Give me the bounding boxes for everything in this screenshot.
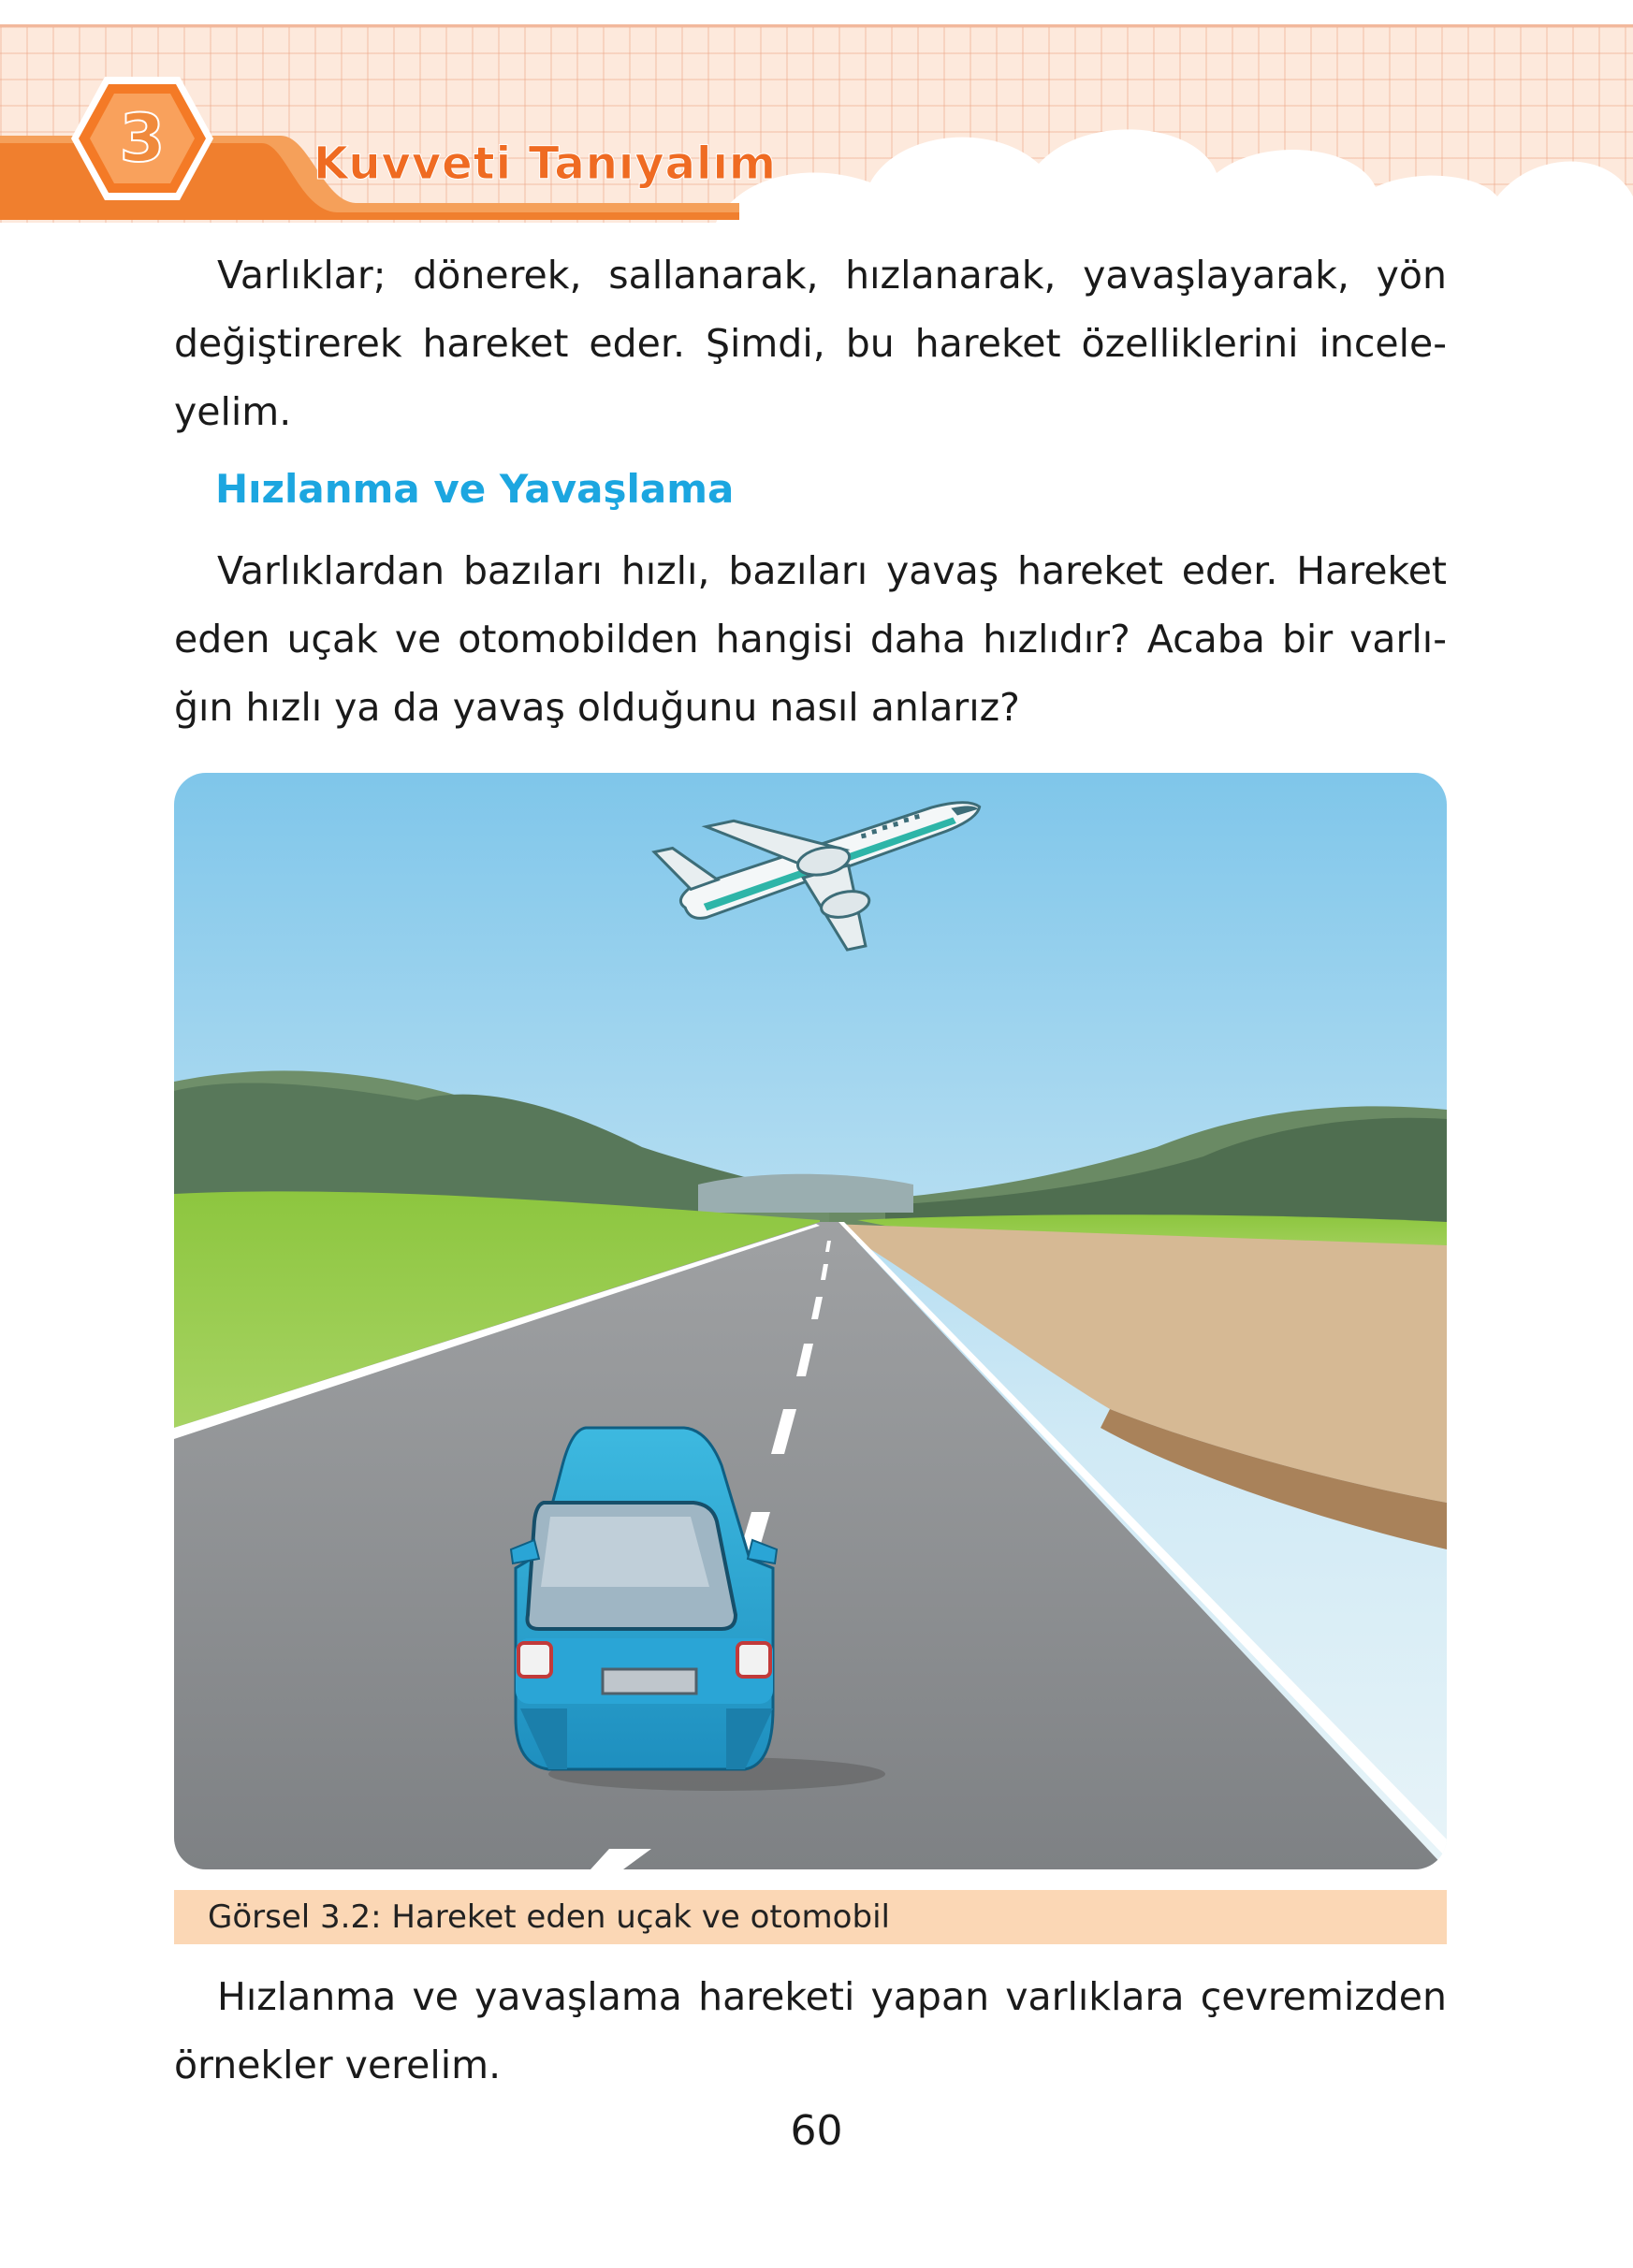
page-number: 60: [790, 2107, 843, 2155]
figure-caption: Görsel 3.2: Hareket eden uçak ve otomobil: [208, 1898, 890, 1936]
section-heading: Hızlanma ve Yavaşlama: [215, 466, 735, 512]
section-text: Varlıklardan bazıları hızlı, bazıları yavaş hareket eder. Hareket eden uçak ve otomobilden hangisi daha hızlıdır? Acaba bir varlı-ğın hızlı ya da yavaş olduğunu nasıl anlarız?: [174, 548, 1447, 730]
intro-paragraph: [174, 241, 1447, 446]
road-scene: [174, 773, 1447, 1869]
closing-paragraph: [174, 1963, 1447, 2100]
figure-illustration: [174, 773, 1447, 1869]
section-paragraph: [174, 537, 1447, 742]
header-top-line: [0, 24, 1633, 27]
figure-caption-bar: [174, 1890, 1447, 1944]
chapter-number: 3: [119, 100, 166, 177]
chapter-title: Kuvveti Tanıyalım: [313, 138, 777, 190]
closing-text: Hızlanma ve yavaşlama hareketi yapan varlıklara çevremizden örnekler verelim.: [174, 1974, 1447, 2087]
intro-text: Varlıklar; dönerek, sallanarak, hızlanarak, yavaşlayarak, yön değiştirerek hareket eder. Şimdi, bu hareket özelliklerini incele-yelim.: [174, 253, 1447, 434]
